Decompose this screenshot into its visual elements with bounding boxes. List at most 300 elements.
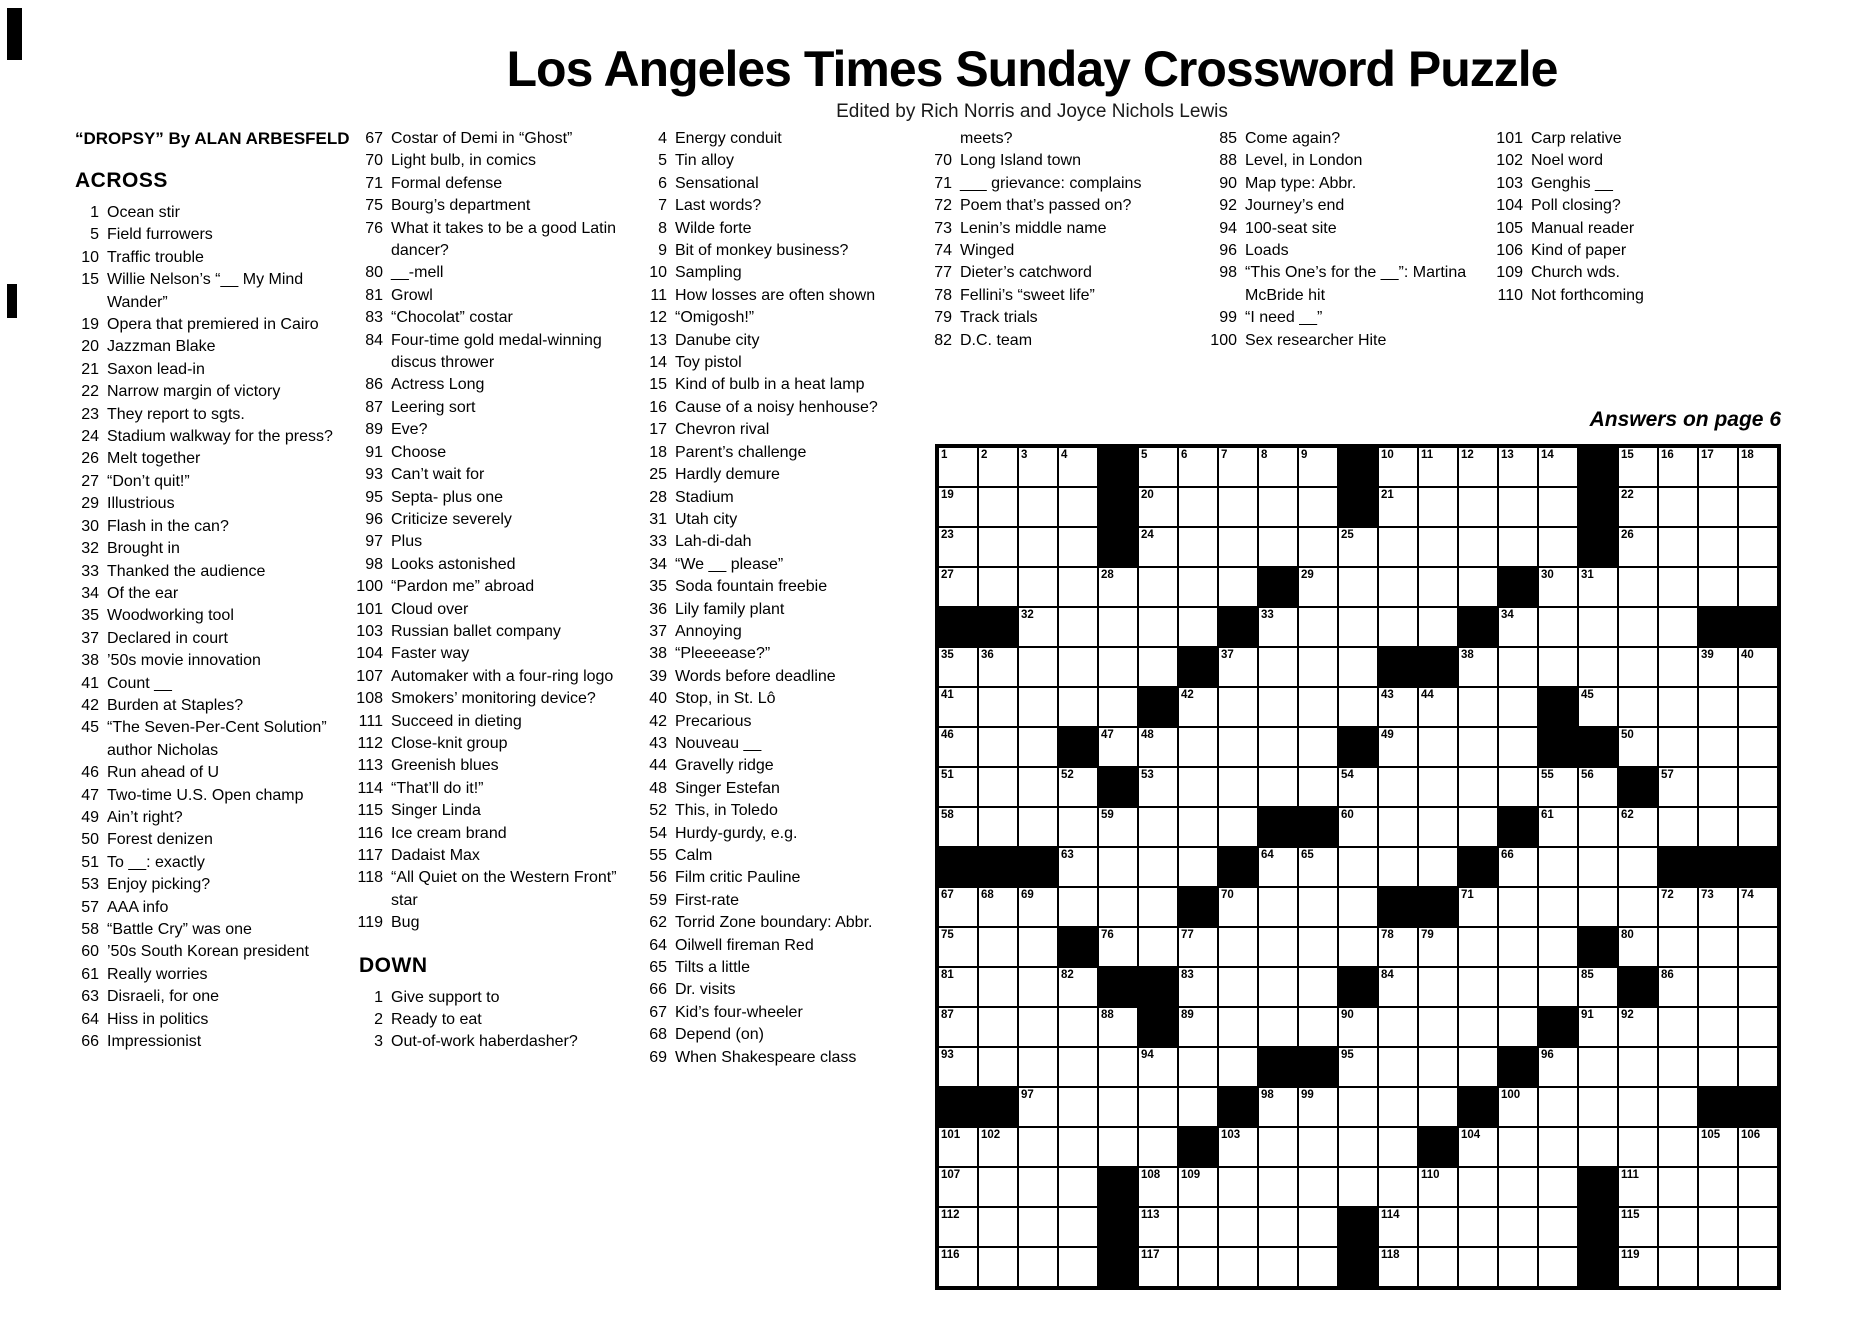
grid-cell [1378, 807, 1418, 847]
grid-cell [1498, 927, 1538, 967]
grid-cell-black [1538, 727, 1578, 767]
grid-cell [1578, 1007, 1618, 1047]
clue-text: Come again? [1245, 130, 1341, 147]
grid-cell [1738, 1047, 1778, 1087]
cell-number: 40 [1741, 649, 1754, 661]
grid-cell [1658, 447, 1698, 487]
grid-cell [1658, 1247, 1698, 1287]
grid-cell-black [1498, 807, 1538, 847]
grid-cell [1218, 447, 1258, 487]
cell-number: 36 [981, 649, 994, 661]
grid-cell-black [1738, 1087, 1778, 1127]
grid-cell [1138, 887, 1178, 927]
grid-cell-black [938, 607, 978, 647]
clue [629, 778, 905, 800]
cell-number: 15 [1621, 449, 1634, 461]
grid-cell-black [1178, 1127, 1218, 1167]
clue [629, 890, 905, 912]
grid-cell [1658, 487, 1698, 527]
grid-cell [1578, 807, 1618, 847]
clue-text: Gravelly ridge [675, 757, 774, 775]
clue [1199, 173, 1475, 195]
grid-cell [1618, 527, 1658, 567]
grid-cell [1738, 527, 1778, 567]
grid-cell [1018, 1007, 1058, 1047]
clue-number: 67 [365, 130, 383, 147]
grid-cell [1258, 1127, 1298, 1167]
clue [629, 352, 905, 374]
clue-number: 65 [649, 959, 667, 977]
clue-number: 92 [1219, 197, 1237, 215]
grid-cell [1538, 967, 1578, 1007]
clue-text: Depend (on) [675, 1026, 764, 1044]
clue-text: Jazzman Blake [107, 338, 216, 356]
clue-number: 61 [81, 965, 99, 983]
grid-cell [1618, 1087, 1658, 1127]
grid-cell [1538, 527, 1578, 567]
clue [61, 650, 337, 672]
clue-number: 118 [357, 869, 383, 887]
grid-cell [1178, 607, 1218, 647]
clue [629, 262, 905, 284]
clue [61, 852, 337, 874]
grid-cell-black [1258, 567, 1298, 607]
cell-number: 83 [1181, 969, 1194, 981]
grid-cell-black [1098, 767, 1138, 807]
clue [629, 419, 905, 441]
grid-cell-black [938, 1087, 978, 1127]
clue-text: Light bulb, in comics [391, 152, 536, 170]
grid-cell [1098, 1047, 1138, 1087]
clue-text: Willie Nelson’s “__ My Mind Wander” [107, 271, 304, 311]
cell-number: 2 [981, 449, 988, 461]
clue [629, 800, 905, 822]
grid-cell [1458, 767, 1498, 807]
clue [345, 128, 621, 150]
clue [61, 807, 337, 829]
grid-cell [938, 727, 978, 767]
clue-text: Fellini’s “sweet life” [960, 286, 1095, 304]
across-heading: ACROSS [75, 169, 168, 192]
grid-cell [1458, 927, 1498, 967]
cell-number: 99 [1301, 1089, 1314, 1101]
clue-number: 34 [649, 555, 667, 573]
clue [1199, 218, 1475, 240]
clue [61, 448, 337, 470]
grid-cell [1258, 447, 1298, 487]
grid-cell [1298, 1247, 1338, 1287]
grid-cell [1138, 1047, 1178, 1087]
clue [61, 874, 337, 896]
grid-cell [1058, 967, 1098, 1007]
grid-cell-black [1258, 1047, 1298, 1087]
clue-number: 80 [365, 264, 383, 282]
cell-number: 71 [1461, 889, 1474, 901]
grid-cell-black [978, 1087, 1018, 1127]
clue-number: 41 [81, 674, 99, 692]
clue [629, 554, 905, 576]
grid-cell-black [1058, 727, 1098, 767]
cell-number: 68 [981, 889, 994, 901]
clue [629, 307, 905, 329]
grid-cell [1538, 647, 1578, 687]
clue-text: Choose [391, 443, 447, 461]
clue-text: “Chocolat” costar [391, 309, 513, 327]
grid-cell [938, 767, 978, 807]
grid-cell-black [1498, 567, 1538, 607]
cell-number: 59 [1101, 809, 1114, 821]
grid-cell [1458, 727, 1498, 767]
grid-cell [1458, 1047, 1498, 1087]
grid-cell [1298, 927, 1338, 967]
cell-number: 84 [1381, 969, 1394, 981]
cell-number: 75 [941, 929, 954, 941]
grid-cell-black [1258, 807, 1298, 847]
clue-text: Chevron rival [675, 421, 770, 439]
clue-number: 100 [356, 578, 383, 596]
clue-text: Woodworking tool [107, 607, 234, 625]
grid-cell [1218, 1247, 1258, 1287]
grid-cell [1258, 1087, 1298, 1127]
grid-cell [1138, 1087, 1178, 1127]
grid-cell-black [1538, 687, 1578, 727]
grid-cell-black [1458, 847, 1498, 887]
clue [345, 845, 621, 867]
grid-cell [978, 767, 1018, 807]
clue-text: Declared in court [107, 629, 228, 647]
grid-cell [1218, 527, 1258, 567]
grid-cell [1538, 1167, 1578, 1207]
grid-cell [1298, 767, 1338, 807]
clue-number: 100 [1210, 331, 1237, 349]
clue-text: Oilwell fireman Red [675, 936, 814, 954]
cell-number: 107 [941, 1169, 961, 1181]
clue [61, 673, 337, 695]
clue-text: Last words? [675, 197, 762, 215]
cell-number: 94 [1141, 1049, 1154, 1061]
clue-number: 54 [649, 824, 667, 842]
clue-number: 8 [658, 219, 667, 237]
clue-text: Journey’s end [1245, 197, 1345, 215]
grid-cell [1738, 887, 1778, 927]
clue-column-1 [61, 128, 350, 1053]
clue [629, 957, 905, 979]
grid-cell [1098, 887, 1138, 927]
grid-cell-black [1698, 847, 1738, 887]
cell-number: 16 [1661, 449, 1674, 461]
clue-text: Smokers’ monitoring device? [391, 690, 596, 708]
clue [1199, 195, 1475, 217]
grid-cell [1578, 1087, 1618, 1127]
cell-number: 19 [941, 489, 954, 501]
clue-text: Singer Estefan [675, 779, 780, 797]
clue-text: Ocean stir [107, 204, 180, 221]
clue-text: Calm [675, 847, 713, 864]
clue [629, 128, 905, 150]
grid-cell-black [1458, 1087, 1498, 1127]
grid-cell [1658, 1087, 1698, 1127]
cell-number: 52 [1061, 769, 1074, 781]
grid-cell [1258, 967, 1298, 1007]
clue-text: AAA info [107, 898, 169, 916]
clue-number: 99 [1219, 309, 1237, 327]
clue-number: 66 [649, 981, 667, 999]
cell-number: 7 [1221, 449, 1228, 461]
grid-cell [1058, 687, 1098, 727]
clue [629, 711, 905, 733]
clue-number: 109 [1496, 264, 1523, 282]
cell-number: 86 [1661, 969, 1674, 981]
puzzle-byline: “DROPSY” By ALAN ARBESFELD [75, 129, 350, 148]
grid-cell-black [1618, 767, 1658, 807]
clue-text: Lily family plant [675, 600, 785, 618]
grid-cell [1698, 1167, 1738, 1207]
grid-cell [1458, 567, 1498, 607]
cell-number: 29 [1301, 569, 1314, 581]
clue-text: ’50s South Korean president [107, 943, 309, 961]
grid-cell [1338, 767, 1378, 807]
clue-text: Formal defense [391, 174, 503, 192]
cell-number: 44 [1421, 689, 1434, 701]
clue [61, 404, 337, 426]
grid-cell [1258, 847, 1298, 887]
grid-cell [1698, 1127, 1738, 1167]
clue [629, 330, 905, 352]
grid-cell [1258, 527, 1298, 567]
clue-number: 110 [1497, 286, 1523, 304]
grid-cell [1498, 487, 1538, 527]
grid-cell [1018, 487, 1058, 527]
clue [345, 262, 621, 284]
grid-cell [1618, 927, 1658, 967]
cell-number: 30 [1541, 569, 1554, 581]
clue-number: 111 [358, 712, 383, 730]
clue-text: Manual reader [1531, 219, 1635, 237]
grid-cell [1698, 1047, 1738, 1087]
clue [629, 1024, 905, 1046]
clue-text: Automaker with a four-ring logo [391, 667, 614, 685]
clue-text: Film critic Pauline [675, 869, 801, 887]
cell-number: 49 [1381, 729, 1394, 741]
clue [914, 150, 1190, 172]
clue-text: Not forthcoming [1531, 286, 1644, 304]
cell-number: 66 [1501, 849, 1514, 861]
grid-cell [938, 647, 978, 687]
grid-cell [1338, 527, 1378, 567]
clue [1199, 240, 1475, 262]
grid-cell-black [1658, 847, 1698, 887]
cell-number: 87 [941, 1009, 954, 1021]
clue-text: Map type: Abbr. [1245, 174, 1357, 192]
clue-number: 55 [649, 847, 667, 864]
grid-cell [1738, 647, 1778, 687]
clue [629, 240, 905, 262]
grid-cell [1298, 1007, 1338, 1047]
grid-cell [1578, 847, 1618, 887]
grid-cell [1258, 1007, 1298, 1047]
clue [61, 605, 337, 627]
grid-cell [1738, 1007, 1778, 1047]
clue-text: Brought in [107, 540, 180, 558]
clue-text: Ain’t right? [107, 808, 183, 826]
clue-text: Cause of a noisy henhouse? [675, 398, 878, 416]
grid-cell-black [1098, 527, 1138, 567]
clue [1199, 262, 1475, 307]
grid-cell [1738, 967, 1778, 1007]
clue [61, 897, 337, 919]
clue [914, 262, 1190, 284]
grid-cell [1378, 1247, 1418, 1287]
grid-cell [1098, 727, 1138, 767]
grid-cell [1378, 1047, 1418, 1087]
grid-cell [978, 807, 1018, 847]
grid-cell [1098, 647, 1138, 687]
grid-cell [1458, 1207, 1498, 1247]
grid-cell [1498, 687, 1538, 727]
clue-number: 106 [1496, 242, 1523, 260]
clue-number: 94 [1219, 219, 1237, 237]
clue [629, 621, 905, 643]
clue-number: 88 [1219, 152, 1237, 170]
clue [61, 785, 337, 807]
clue-text: Singer Linda [391, 802, 481, 820]
grid-cell [1218, 1127, 1258, 1167]
grid-cell [1418, 607, 1458, 647]
grid-cell [1218, 727, 1258, 767]
clue-number: 58 [81, 921, 99, 938]
clue [629, 845, 905, 867]
clue [61, 628, 337, 650]
grid-cell [1698, 487, 1738, 527]
grid-cell [1178, 767, 1218, 807]
grid-cell [1058, 447, 1098, 487]
clue-number: 14 [649, 354, 667, 372]
grid-cell [1698, 887, 1738, 927]
clue [629, 1002, 905, 1024]
grid-cell-black [1338, 487, 1378, 527]
grid-cell [1138, 767, 1178, 807]
grid-cell [1138, 447, 1178, 487]
clue-text: Melt together [107, 450, 201, 468]
clue-text: Growl [391, 286, 433, 304]
clue [629, 195, 905, 217]
grid-cell-black [1338, 1247, 1378, 1287]
grid-cell [938, 527, 978, 567]
clue-number: 37 [649, 622, 667, 640]
cell-number: 20 [1141, 489, 1154, 501]
clue [629, 935, 905, 957]
grid-cell [1258, 1167, 1298, 1207]
cell-number: 58 [941, 809, 954, 821]
grid-cell [1698, 1207, 1738, 1247]
clue-text: Long Island town [960, 152, 1081, 170]
grid-cell [1298, 1127, 1338, 1167]
clue-number: 39 [649, 667, 667, 685]
grid-cell [1698, 967, 1738, 1007]
grid-cell [1378, 1167, 1418, 1207]
clue-text: Two-time U.S. Open champ [107, 786, 304, 804]
cell-number: 106 [1741, 1129, 1761, 1141]
cell-number: 60 [1341, 809, 1354, 821]
clue [345, 711, 621, 733]
grid-cell [1418, 1087, 1458, 1127]
clue-text: This, in Toledo [675, 802, 778, 820]
cell-number: 28 [1101, 569, 1114, 581]
grid-cell [1618, 487, 1658, 527]
clue-text: Traffic trouble [107, 248, 204, 266]
grid-cell [1538, 1127, 1578, 1167]
grid-cell-black [1338, 447, 1378, 487]
grid-cell [1018, 927, 1058, 967]
grid-cell [1658, 527, 1698, 567]
clue-text: “The Seven-Per-Cent Solution” author Nicholas [107, 719, 327, 759]
cell-number: 110 [1421, 1169, 1440, 1181]
grid-cell [1258, 1207, 1298, 1247]
clue-text: Of the ear [107, 584, 179, 602]
grid-cell [1658, 1127, 1698, 1167]
clue-number: 68 [649, 1026, 667, 1044]
clue-number: 7 [658, 197, 667, 215]
grid-cell [1618, 1247, 1658, 1287]
grid-cell [938, 1247, 978, 1287]
cell-number: 23 [941, 529, 954, 541]
clue-text: Precarious [675, 712, 752, 730]
cell-number: 67 [941, 889, 954, 901]
clue [61, 919, 337, 941]
cell-number: 102 [981, 1129, 1001, 1141]
clue-number: 31 [649, 510, 667, 528]
clue-number: 93 [365, 466, 383, 484]
clue [345, 419, 621, 441]
grid-cell [1338, 807, 1378, 847]
grid-cell [1098, 1127, 1138, 1167]
grid-cell [938, 1127, 978, 1167]
cell-number: 25 [1341, 529, 1354, 541]
clue-text: Succeed in dieting [391, 712, 522, 730]
grid-cell [1658, 727, 1698, 767]
grid-cell [1098, 567, 1138, 607]
grid-cell [1258, 927, 1298, 967]
clue [629, 150, 905, 172]
grid-cell [1698, 1247, 1738, 1287]
cell-number: 92 [1621, 1009, 1634, 1021]
grid-cell [1218, 1167, 1258, 1207]
grid-cell [1378, 567, 1418, 607]
grid-cell [1378, 847, 1418, 887]
grid-cell [1058, 847, 1098, 887]
grid-cell-black [1218, 847, 1258, 887]
clue-text: meets? [960, 130, 1013, 147]
clue-number: 85 [1219, 130, 1237, 147]
clue [345, 554, 621, 576]
grid-cell [1258, 647, 1298, 687]
grid-cell-black [1578, 487, 1618, 527]
clue [629, 867, 905, 889]
clue-text: Stadium [675, 488, 734, 506]
grid-cell [1058, 647, 1098, 687]
grid-cell [1658, 887, 1698, 927]
clue [345, 330, 621, 375]
clue-text: Ready to eat [391, 1011, 482, 1029]
clue-number: 13 [649, 331, 667, 349]
clue-number: 59 [649, 891, 667, 909]
grid-cell [978, 1047, 1018, 1087]
cell-number: 53 [1141, 769, 1154, 781]
clue-number: 15 [81, 271, 99, 289]
grid-cell [1098, 607, 1138, 647]
grid-cell-black [1578, 1207, 1618, 1247]
grid-cell [1698, 807, 1738, 847]
